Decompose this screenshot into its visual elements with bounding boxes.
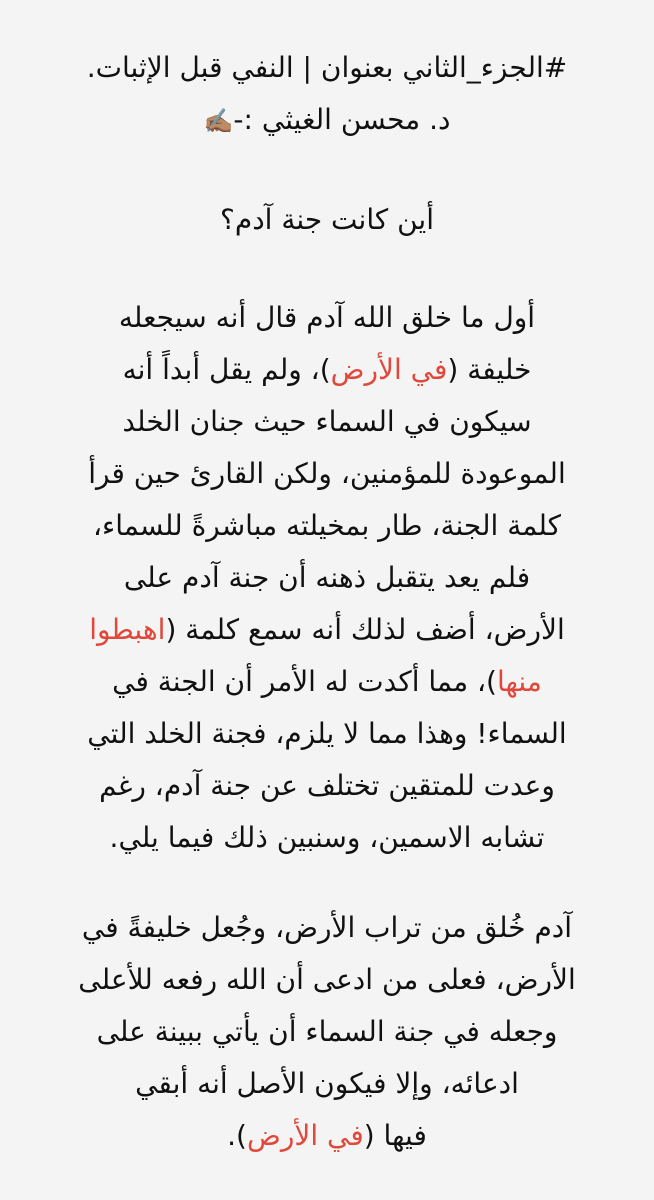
text-line (0, 662, 654, 702)
text-segment: أول ما خلق الله آدم قال أنه سيجعله (118, 301, 536, 334)
text-segment: )، مما أكدت له الأمر أن الجنة في (112, 665, 497, 698)
highlighted-phrase: اهبطوا (89, 613, 166, 646)
text-line (0, 402, 654, 442)
text-line (0, 1012, 654, 1052)
header-title-text: #الجزء_الثاني بعنوان | النفي قبل الإثبات. (86, 51, 568, 84)
text-line (0, 714, 654, 754)
question-text: أين كانت جنة آدم؟ (220, 203, 434, 236)
text-line (0, 298, 654, 338)
text-segment: فلم يعد يتقبل ذهنه أن جنة آدم على (123, 561, 531, 594)
highlighted-phrase: في الأرض (330, 353, 448, 386)
text-line (0, 1064, 654, 1104)
text-line (0, 506, 654, 546)
text-segment: تشابه الاسمين، وسنبين ذلك فيما يلي. (109, 821, 545, 854)
text-line (0, 766, 654, 806)
text-segment: آدم خُلق من تراب الأرض، وجُعل خليفةً في (81, 911, 573, 944)
text-segment: الموعودة للمؤمنين، ولكن القارئ حين قرأ (88, 457, 566, 490)
author-name: د. محسن الغيثي :- (233, 103, 451, 136)
text-segment: وعدت للمتقين تختلف عن جنة آدم، رغم (99, 769, 555, 802)
text-line (0, 908, 654, 948)
text-segment: كلمة الجنة، طار بمخيلته مباشرةً للسماء، (92, 509, 561, 542)
text-segment: فيها ( (363, 1119, 427, 1152)
text-line (0, 960, 654, 1000)
text-segment: الأرض، أضف لذلك أنه سمع كلمة ( (165, 613, 565, 646)
text-segment: ). (227, 1119, 247, 1152)
text-segment: )، ولم يقل أبداً أنه (122, 353, 331, 386)
text-segment: خليفة ( (447, 353, 532, 386)
text-line (0, 610, 654, 650)
author-line (0, 100, 654, 141)
text-segment: الأرض، فعلى من ادعى أن الله رفعه للأعلى (78, 963, 576, 996)
highlighted-phrase: في الأرض (246, 1119, 364, 1152)
text-line (0, 350, 654, 390)
text-segment: سيكون في السماء حيث جنان الخلد (122, 405, 532, 438)
header-title (0, 48, 654, 88)
highlighted-phrase: منها (496, 665, 542, 698)
text-segment: ادعائه، وإلا فيكون الأصل أنه أبقي (135, 1067, 519, 1100)
text-line (0, 818, 654, 858)
text-segment: السماء! وهذا مما لا يلزم، فجنة الخلد التي (87, 717, 567, 750)
text-line (0, 558, 654, 598)
writing-hand-icon: ✍🏽 (203, 107, 234, 135)
text-line (0, 1116, 654, 1156)
text-segment: وجعله في جنة السماء أن يأتي ببينة على (96, 1015, 558, 1048)
question-heading (0, 200, 654, 240)
text-line (0, 454, 654, 494)
